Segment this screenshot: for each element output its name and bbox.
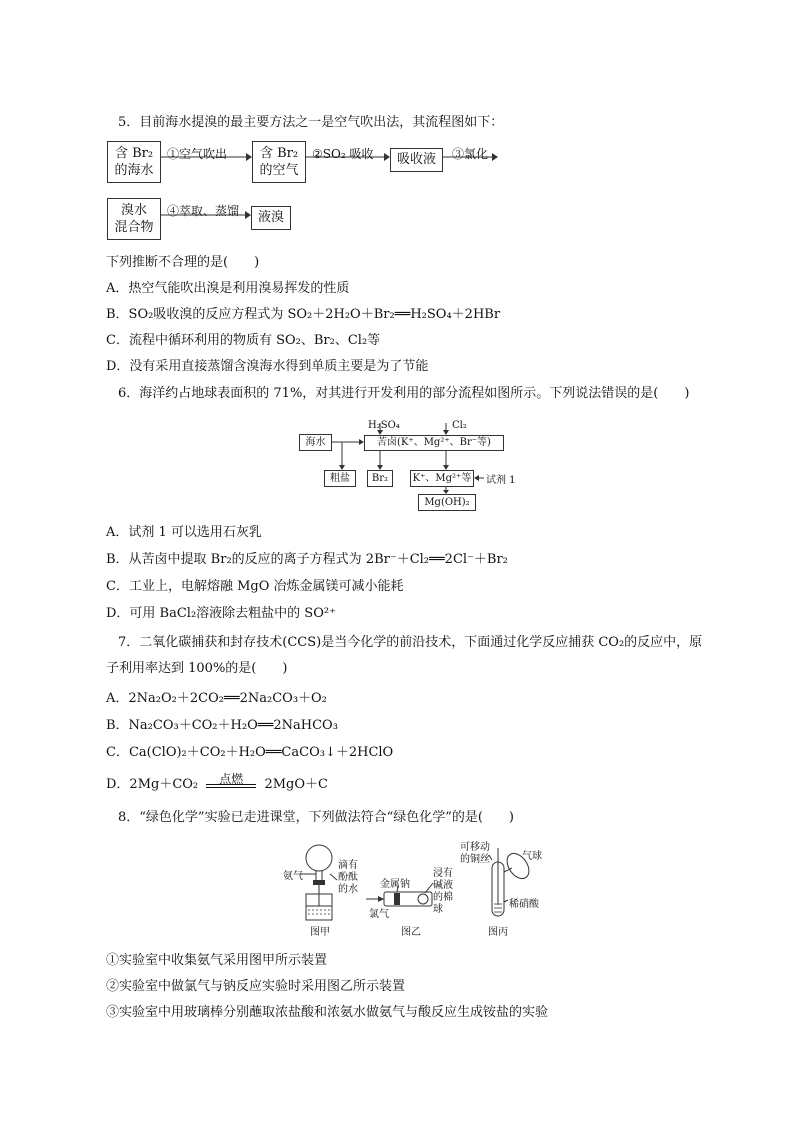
q8-fig-c-wire bbox=[460, 842, 490, 866]
q7-option-c: C．Ca(ClO)₂＋CO₂＋H₂O══CaCO₃↓＋2HClO bbox=[106, 745, 394, 760]
q6-option-d: D．可用 BaCl₂溶液除去粗盐中的 SO²⁺ bbox=[106, 606, 336, 621]
q8-fig-a-note bbox=[338, 860, 358, 896]
q6-box-mgoh2: Mg(OH)₂ bbox=[418, 494, 476, 511]
q5-option-b: B．SO₂吸收溴的反应方程式为 SO₂＋2H₂O＋Br₂══H₂SO₄＋2HBr bbox=[106, 307, 501, 322]
q5-arrow1-label: ①空气吹出 bbox=[167, 147, 228, 161]
q7-option-d-left: D．2Mg＋CO₂ bbox=[106, 777, 199, 792]
q8-item-3: ③实验室中用玻璃棒分别蘸取浓盐酸和浓氨水做氨气与酸反应生成铵盐的实验 bbox=[106, 1005, 549, 1020]
note-line: 可移动 bbox=[460, 842, 490, 853]
q7-stem-line2: 子利用率达到 100%的是( ) bbox=[106, 661, 288, 676]
q8-fig-a-ammonia: 氨气 bbox=[283, 871, 303, 882]
q7-stem-line1: 7．二氧化碳捕获和封存技术(CCS)是当今化学的前沿技术，下面通过化学反应捕获 CO₂的反应中，原 bbox=[118, 635, 703, 650]
q6-box-br2: Br₂ bbox=[367, 470, 393, 487]
note-line: 的铜丝 bbox=[460, 854, 490, 865]
q8-fig-c-acid: 稀硝酸 bbox=[509, 899, 539, 910]
q8-fig-a-caption: 图甲 bbox=[310, 927, 330, 938]
box-line: 溴水 bbox=[120, 203, 147, 218]
box-line: 的海水 bbox=[114, 163, 154, 178]
q5-box-liquid-bromine: 液溴 bbox=[251, 206, 291, 230]
box-line: 混合物 bbox=[114, 220, 154, 235]
q7-option-d-right: 2MgO＋C bbox=[264, 777, 328, 792]
q7-condition: 点燃 bbox=[219, 772, 244, 786]
q8-item-2: ②实验室中做氯气与钠反应实验时采用图乙所示装置 bbox=[106, 979, 406, 994]
q5-stem: 5．目前海水提溴的最主要方法之一是空气吹出法，其流程图如下： bbox=[118, 115, 504, 130]
q6-option-c: C．工业上，电解熔融 MgO 冶炼金属镁可减小能耗 bbox=[106, 579, 404, 594]
q5-box-absorb: 吸收液 bbox=[390, 148, 443, 172]
q7-option-b: B．Na₂CO₃＋CO₂＋H₂O══2NaHCO₃ bbox=[106, 718, 338, 733]
q6-stem: 6．海洋约占地球表面积的 71%，对其进行开发利用的部分流程如图所示。下列说法错误的是( ) bbox=[118, 386, 690, 401]
box-line: 含 Br₂ bbox=[114, 146, 154, 161]
q6-option-b: B．从苦卤中提取 Br₂的反应的离子方程式为 2Br⁻＋Cl₂══2Cl⁻＋Br₂ bbox=[106, 552, 508, 567]
q8-item-1: ①实验室中收集氨气采用图甲所示装置 bbox=[106, 953, 328, 968]
note-line: 浸有 bbox=[433, 868, 453, 879]
q6-h2so4: H₂SO₄ bbox=[368, 420, 400, 431]
q8-fig-c-caption: 图丙 bbox=[488, 927, 508, 938]
note-line: 的水 bbox=[338, 884, 358, 895]
q8-fig-b-chlorine: 氯气 bbox=[369, 909, 389, 920]
q8-fig-b-note bbox=[433, 868, 453, 916]
note-line: 球 bbox=[433, 904, 443, 915]
q6-box-k-mg: K⁺、Mg²⁺等 bbox=[410, 470, 474, 487]
q5-arrow3-label: ③氯化 bbox=[452, 147, 489, 161]
q8-stem: 8．“绿色化学”实验已走进课堂，下列做法符合“绿色化学”的是( ) bbox=[118, 810, 514, 825]
q6-box-crude-salt: 粗盐 bbox=[324, 470, 356, 487]
q6-reagent1: 试剂 1 bbox=[486, 475, 516, 486]
q5-option-a: A．热空气能吹出溴是利用溴易挥发的性质 bbox=[106, 281, 350, 296]
box-line: 含 Br₂ bbox=[259, 146, 299, 161]
note-line: 滴有 bbox=[338, 860, 358, 871]
q6-box-bittern: 苦卤(K⁺、Mg²⁺、Br⁻等) bbox=[364, 435, 504, 451]
q7-option-a: A．2Na₂O₂＋2CO₂══2Na₂CO₃＋O₂ bbox=[106, 691, 327, 706]
note-line: 碱液 bbox=[433, 880, 453, 891]
q8-fig-c-balloon: 气球 bbox=[522, 851, 542, 862]
q8-fig-b-sodium: 金属钠 bbox=[380, 879, 410, 890]
q5-arrow2-label: ②SO₂ 吸收 bbox=[312, 147, 374, 161]
q5-question: 下列推断不合理的是( ) bbox=[106, 255, 260, 270]
q5-option-c: C．流程中循环利用的物质有 SO₂、Br₂、Cl₂等 bbox=[106, 333, 381, 348]
note-line: 的棉 bbox=[433, 892, 453, 903]
q6-option-a: A．试剂 1 可以选用石灰乳 bbox=[106, 525, 262, 540]
q6-box-seawater: 海水 bbox=[299, 434, 332, 451]
q8-fig-b-caption: 图乙 bbox=[401, 927, 421, 938]
note-line: 酚酞 bbox=[338, 872, 358, 883]
box-line: 的空气 bbox=[259, 163, 299, 178]
q6-cl2: Cl₂ bbox=[452, 420, 467, 431]
q5-arrow4-label: ④萃取、蒸馏 bbox=[167, 204, 240, 218]
q5-option-d: D．没有采用直接蒸馏含溴海水得到单质主要是为了节能 bbox=[106, 359, 429, 374]
